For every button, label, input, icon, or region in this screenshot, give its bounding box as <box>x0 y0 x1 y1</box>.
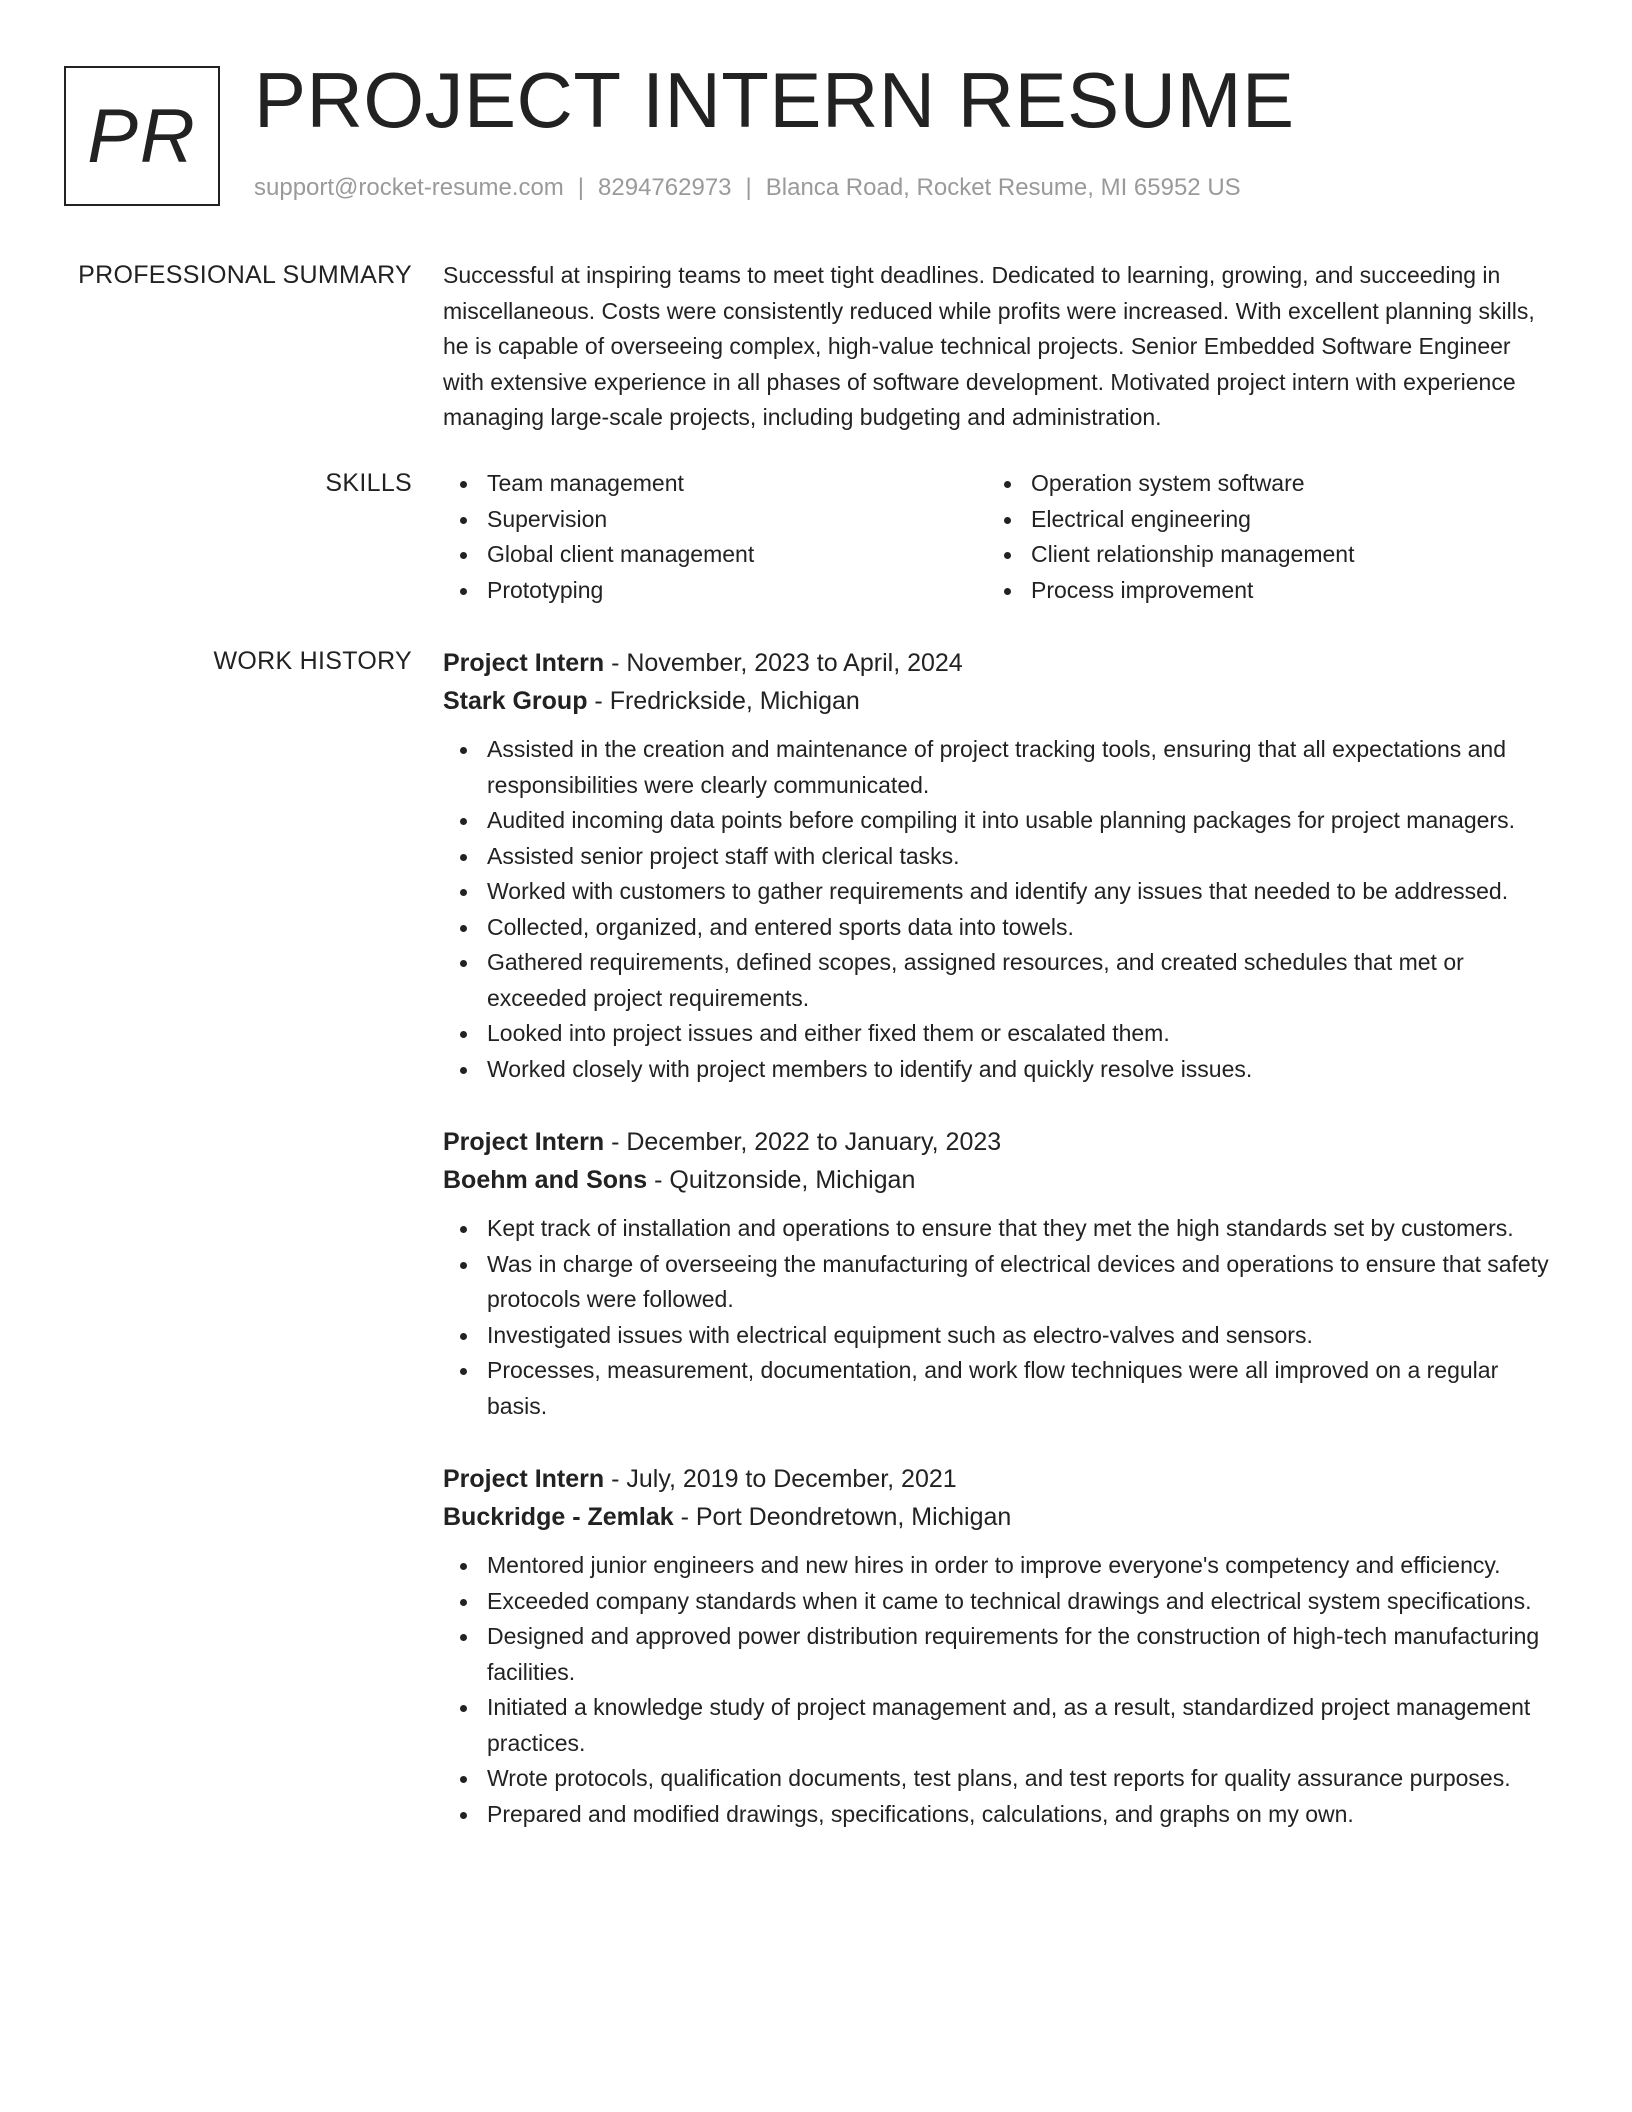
job-bullet: Collected, organized, and entered sports data into towels. <box>443 910 1555 946</box>
job-bullet: Assisted in the creation and maintenance of project tracking tools, ensuring that all expectations and responsibilities were clearly communicated. <box>443 732 1555 803</box>
skill-item: Global client management <box>443 537 987 573</box>
job-dash: - <box>604 1128 627 1156</box>
contact-address: Blanca Road, Rocket Resume, MI 65952 US <box>765 174 1241 201</box>
skill-item: Supervision <box>443 502 987 538</box>
job-bullet-list <box>443 1211 1555 1424</box>
job-bullet: Exceeded company standards when it came to technical drawings and electrical system specifications. <box>443 1584 1555 1620</box>
job-title-line <box>443 1123 1555 1161</box>
job-dash: - <box>604 1465 627 1493</box>
work-history-heading: WORK HISTORY <box>213 647 412 675</box>
skills-body <box>443 466 1555 608</box>
job-title-line <box>443 1460 1555 1498</box>
job-title: Project Intern <box>443 1465 605 1493</box>
job-company-line <box>443 1498 1555 1536</box>
job-title: Project Intern <box>443 1128 605 1156</box>
contact-separator: | <box>577 174 585 201</box>
job-bullet-list <box>443 1548 1555 1832</box>
job-bullet: Was in charge of overseeing the manufacturing of electrical devices and operations to ensure that safety protocols were followed. <box>443 1247 1555 1318</box>
job-dates: November, 2023 to April, 2024 <box>626 649 963 677</box>
contact-email: support@rocket-resume.com <box>254 174 564 201</box>
job-bullet: Looked into project issues and either fixed them or escalated them. <box>443 1016 1555 1052</box>
job-entry <box>443 1123 1555 1424</box>
contact-line <box>254 172 1241 204</box>
job-bullet-list <box>443 732 1555 1087</box>
job-dash: - <box>604 649 627 677</box>
job-dates: December, 2022 to January, 2023 <box>626 1128 1002 1156</box>
contact-separator: | <box>745 174 752 201</box>
skill-item: Prototyping <box>443 573 987 609</box>
job-entry <box>443 644 1555 1087</box>
job-title-line <box>443 644 1555 682</box>
job-title: Project Intern <box>443 649 605 677</box>
monogram-box <box>64 66 220 206</box>
contact-phone: 8294762973 <box>598 174 732 201</box>
job-bullet: Worked closely with project members to identify and quickly resolve issues. <box>443 1052 1555 1088</box>
skills-column-right <box>987 466 1531 608</box>
skill-item: Process improvement <box>987 573 1531 609</box>
job-company: Buckridge - Zemlak <box>443 1503 674 1531</box>
skill-item: Electrical engineering <box>987 502 1531 538</box>
job-bullet: Initiated a knowledge study of project management and, as a result, standardized project management practices. <box>443 1690 1555 1761</box>
job-bullet: Mentored junior engineers and new hires in order to improve everyone's competency and efficiency. <box>443 1548 1555 1584</box>
job-company: Boehm and Sons <box>443 1166 648 1194</box>
job-location: Port Deondretown, Michigan <box>695 1503 1012 1531</box>
skills-grid <box>443 466 1555 608</box>
job-dash: - <box>587 687 610 715</box>
skills-column-left <box>443 466 987 608</box>
summary-text: Successful at inspiring teams to meet tight deadlines. Dedicated to learning, growing, and succeeding in miscellaneous. Costs were consistently reduced while profits were increased. With excellent planning skills, he is capable of overseeing complex, high-value technical projects. Senior Embedded Software Engineer with extensive experience in all phases of software development. Motivated project intern with experience managing large-scale projects, including budgeting and administration. <box>443 262 1535 430</box>
job-bullet: Kept track of installation and operations to ensure that they met the high standards set by customers. <box>443 1211 1555 1247</box>
job-entry <box>443 1460 1555 1832</box>
summary-heading: PROFESSIONAL SUMMARY <box>78 261 412 289</box>
job-bullet: Designed and approved power distribution requirements for the construction of high-tech manufacturing facilities. <box>443 1619 1555 1690</box>
job-location: Quitzonside, Michigan <box>669 1166 916 1194</box>
skills-heading: SKILLS <box>325 469 412 497</box>
skill-item: Operation system software <box>987 466 1531 502</box>
job-bullet: Processes, measurement, documentation, and work flow techniques were all improved on a regular basis. <box>443 1353 1555 1424</box>
skill-item: Team management <box>443 466 987 502</box>
job-bullet: Prepared and modified drawings, specifications, calculations, and graphs on my own. <box>443 1797 1555 1833</box>
resume-title: PROJECT INTERN RESUME <box>254 56 1295 144</box>
job-bullet: Wrote protocols, qualification documents, test plans, and test reports for quality assurance purposes. <box>443 1761 1555 1797</box>
work-history-body <box>443 644 1555 1868</box>
job-bullet: Assisted senior project staff with clerical tasks. <box>443 839 1555 875</box>
job-company: Stark Group <box>443 687 588 715</box>
job-dash: - <box>647 1166 670 1194</box>
job-location: Fredrickside, Michigan <box>609 687 860 715</box>
monogram-initials: PR <box>87 93 197 179</box>
job-company-line <box>443 1161 1555 1199</box>
job-bullet: Audited incoming data points before compiling it into usable planning packages for project managers. <box>443 803 1555 839</box>
job-dash: - <box>673 1503 696 1531</box>
skill-item: Client relationship management <box>987 537 1531 573</box>
job-company-line <box>443 682 1555 720</box>
job-bullet: Gathered requirements, defined scopes, assigned resources, and created schedules that met or exceeded project requirements. <box>443 945 1555 1016</box>
job-bullet: Investigated issues with electrical equipment such as electro-valves and sensors. <box>443 1318 1555 1354</box>
summary-body <box>443 258 1555 436</box>
job-bullet: Worked with customers to gather requirements and identify any issues that needed to be addressed. <box>443 874 1555 910</box>
job-dates: July, 2019 to December, 2021 <box>626 1465 957 1493</box>
